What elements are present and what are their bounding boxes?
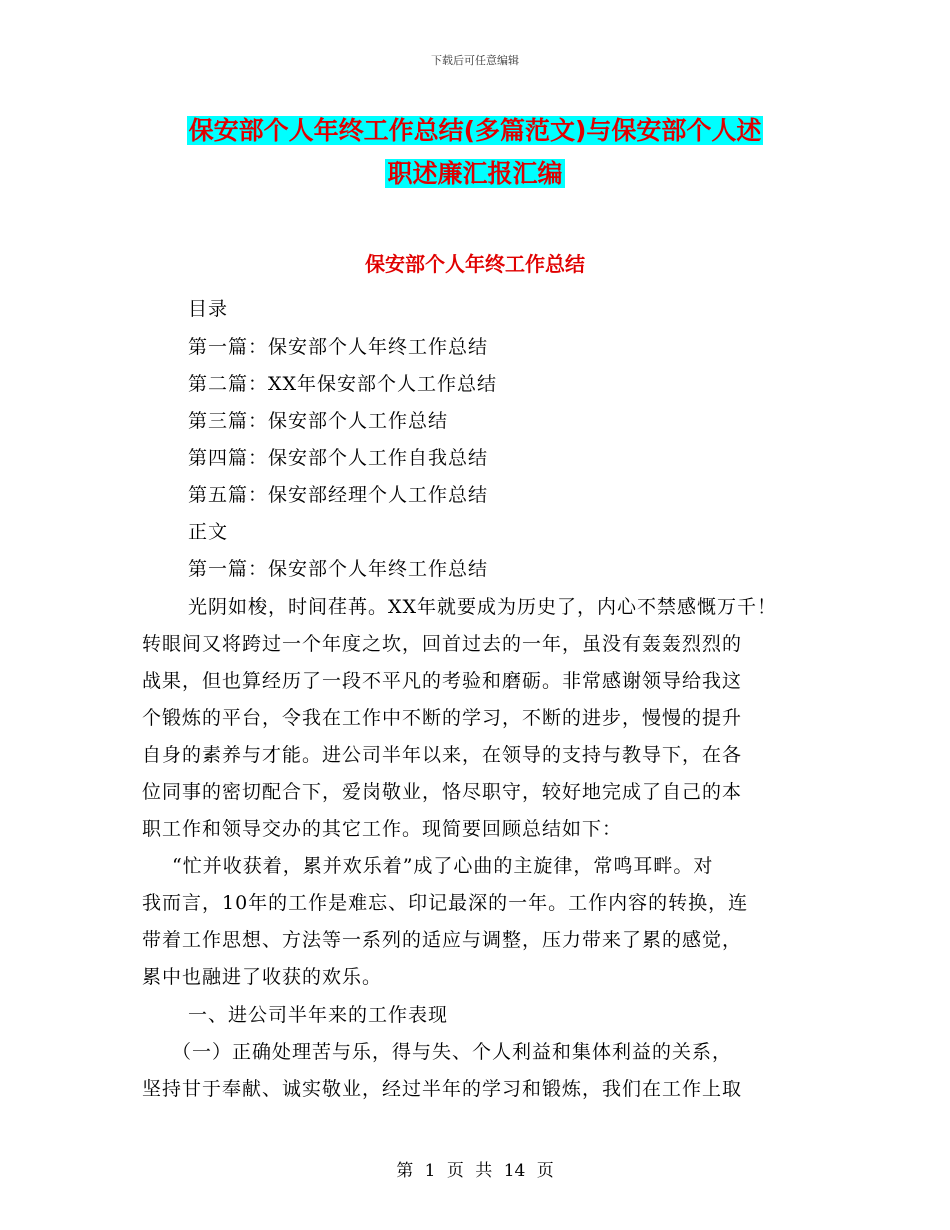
body-heading: 正文 bbox=[188, 521, 229, 543]
header-note: 下载后可任意编辑 bbox=[431, 54, 519, 67]
paragraph-line: 光阴如梭，时间荏苒。XX年就要成为历史了，内心不禁感慨万千！ bbox=[188, 596, 778, 618]
paragraph-line: 自身的素养与才能。进公司半年以来，在领导的支持与教导下，在各 bbox=[142, 744, 743, 766]
chapter-heading: 第一篇：保安部个人年终工作总结 bbox=[188, 558, 489, 580]
paragraph-line: 个锻炼的平台，令我在工作中不断的学习，不断的进步，慢慢的提升 bbox=[142, 707, 743, 729]
toc-item-2: 第二篇：XX年保安部个人工作总结 bbox=[188, 373, 498, 395]
paragraph-line: 累中也融进了收获的欢乐。 bbox=[142, 966, 383, 988]
page-footer: 第 1 页 共 14 页 bbox=[396, 1161, 554, 1181]
paragraph-line: 转眼间又将跨过一个年度之坎，回首过去的一年，虽没有轰轰烈烈的 bbox=[142, 633, 743, 655]
paragraph-line: 带着工作思想、方法等一系列的适应与调整，压力带来了累的感觉， bbox=[142, 929, 743, 951]
paragraph-line: 我而言，10年的工作是难忘、印记最深的一年。工作内容的转换，连 bbox=[142, 892, 749, 914]
paragraph-line: 位同事的密切配合下，爱岗敬业，恪尽职守，较好地完成了自己的本 bbox=[142, 781, 743, 803]
subsection-heading: 一、进公司半年来的工作表现 bbox=[188, 1004, 449, 1026]
toc-item-3: 第三篇：保安部个人工作总结 bbox=[188, 410, 449, 432]
toc-item-5: 第五篇：保安部经理个人工作总结 bbox=[188, 484, 489, 506]
document-title-line-1 bbox=[0, 114, 950, 148]
paragraph-line: 坚持甘于奉献、诚实敬业，经过半年的学习和锻炼，我们在工作上取 bbox=[142, 1078, 743, 1100]
paragraph-line: “忙并收获着，累并欢乐着”成了心曲的主旋律，常鸣耳畔。对 bbox=[172, 855, 714, 877]
document-title-line-2 bbox=[0, 157, 950, 191]
toc-heading: 目录 bbox=[188, 298, 229, 320]
document-title-text-1: 保安部个人年终工作总结(多篇范文)与保安部个人述 bbox=[188, 116, 762, 145]
toc-item-1: 第一篇：保安部个人年终工作总结 bbox=[188, 336, 489, 358]
paragraph-line: （一）正确处理苦与乐，得与失、个人利益和集体利益的关系， bbox=[172, 1041, 733, 1063]
paragraph-line: 战果，但也算经历了一段不平凡的考验和磨砺。非常感谢领导给我这 bbox=[142, 670, 743, 692]
document-title-text-2: 职述廉汇报汇编 bbox=[387, 159, 563, 188]
paragraph-line: 职工作和领导交办的其它工作。现简要回顾总结如下： bbox=[142, 818, 623, 840]
section-title: 保安部个人年终工作总结 bbox=[365, 252, 585, 276]
toc-item-4: 第四篇：保安部个人工作自我总结 bbox=[188, 447, 489, 469]
